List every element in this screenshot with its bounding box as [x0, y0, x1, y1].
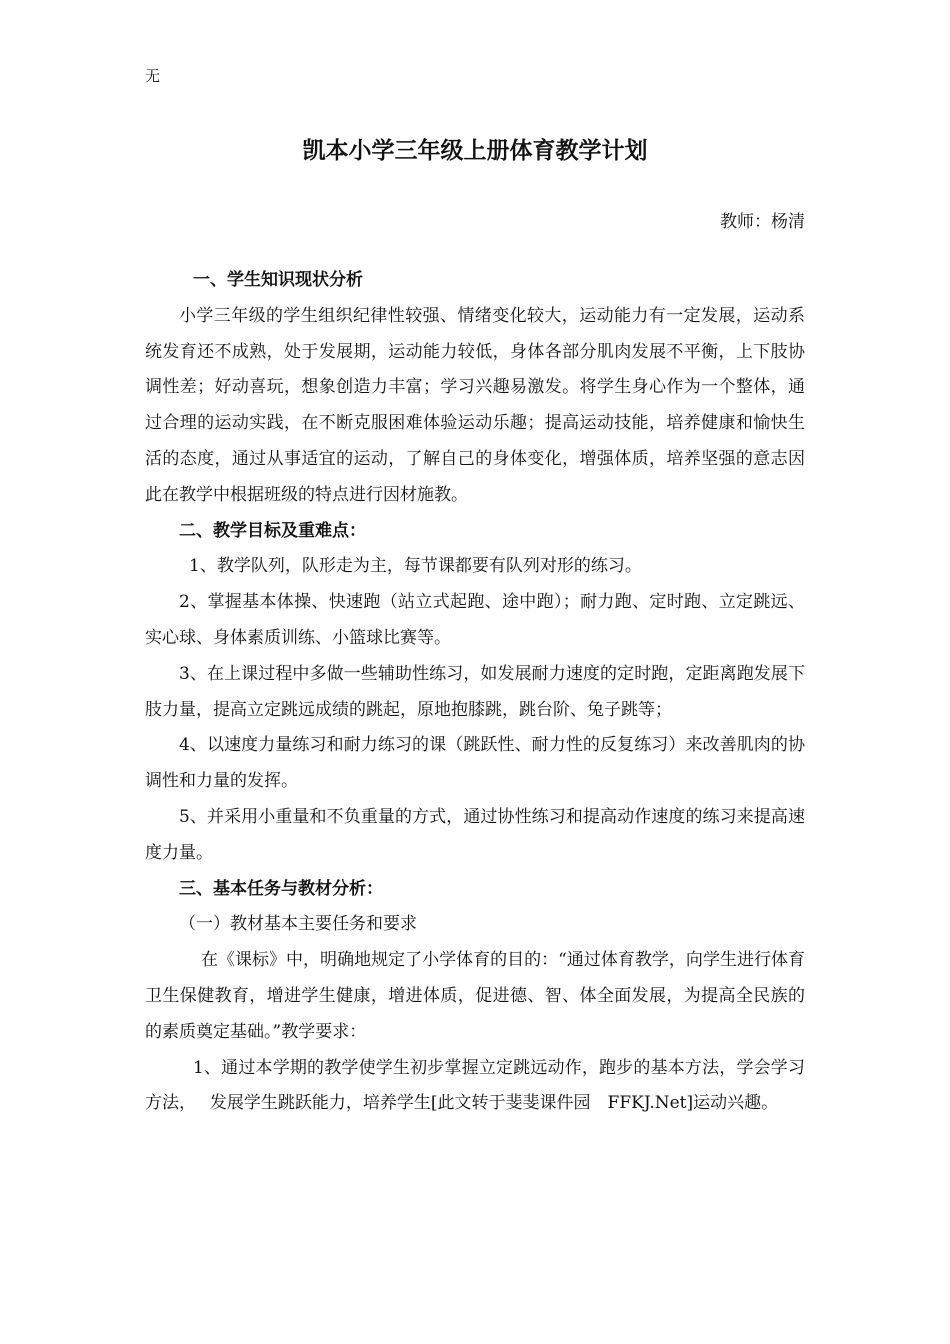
goal-item-2: 2、掌握基本体操、快速跑（站立式起跑、途中跑）；耐力跑、定时跑、立定跳远、实心球、身体素质训练、小篮球比赛等。 [145, 592, 805, 648]
header-mark: 无 [145, 67, 161, 85]
goal-item-5: 5、并采用小重量和不负重量的方式，通过协性练习和提高动作速度的练习来提高速度力量。 [145, 806, 805, 863]
section-heading-3: 三、基本任务与教材分析： [179, 878, 383, 899]
section-1-paragraph: 小学三年级的学生组织纪律性较强、情绪变化较大，运动能力有一定发展，运动系统发育还不成熟，处于发展期，运动能力较低，身体各部分肌肉发展不平衡，上下肢协调性差；好动喜玩，想象创造力丰富；学习兴趣易激发。将学生身心作为一个整体，通过合理的运动实践，在不断克服困难体验运动乐趣；提高运动技能，培养健康和愉快生活的态度，通过从事适宜的运动，了解自己的身体变化，增强体质，培养坚强的意志因此在教学中根据班级的特点进行因材施教。 [145, 305, 805, 505]
document-body [145, 263, 805, 1122]
section-heading-2: 二、教学目标及重难点： [179, 520, 366, 541]
goal-item-3: 3、在上课过程中多做一些辅助性练习，如发展耐力速度的定时跑，定距离跑发展下肢力量，提高立定跳远成绩的跳起，原地抱膝跳，跳台阶、兔子跳等； [145, 663, 805, 720]
goal-item-4: 4、以速度力量练习和耐力练习的课（跳跃性、耐力性的反复练习）来改善肌肉的协调性和力量的发挥。 [145, 735, 805, 792]
goal-item-1: 1、教学队列，队形走为主，每节课都要有队列对形的练习。 [189, 556, 642, 577]
document-title: 凯本小学三年级上册体育教学计划 [302, 138, 648, 164]
teacher-name: 教师：杨清 [720, 212, 805, 232]
task-item-1: 1、通过本学期的教学使学生初步掌握立定跳远动作，跑步的基本方法，学会学习方法， 发展学生跳跃能力，培养学生[此文转于斐斐课件园 FFKJ.Net]运动兴趣。 [145, 1057, 805, 1114]
curriculum-quote: 在《课标》中，明确地规定了小学体育的目的：“通过体育教学，向学生进行体育卫生保健教育，增进学生健康，增进体质，促进德、智、体全面发展，为提高全民族的的素质奠定基础。”教学要求： [145, 950, 805, 1042]
section-heading-1: 一、学生知识现状分析 [193, 270, 363, 290]
subsection-heading: （一）教材基本主要任务和要求 [179, 914, 417, 935]
